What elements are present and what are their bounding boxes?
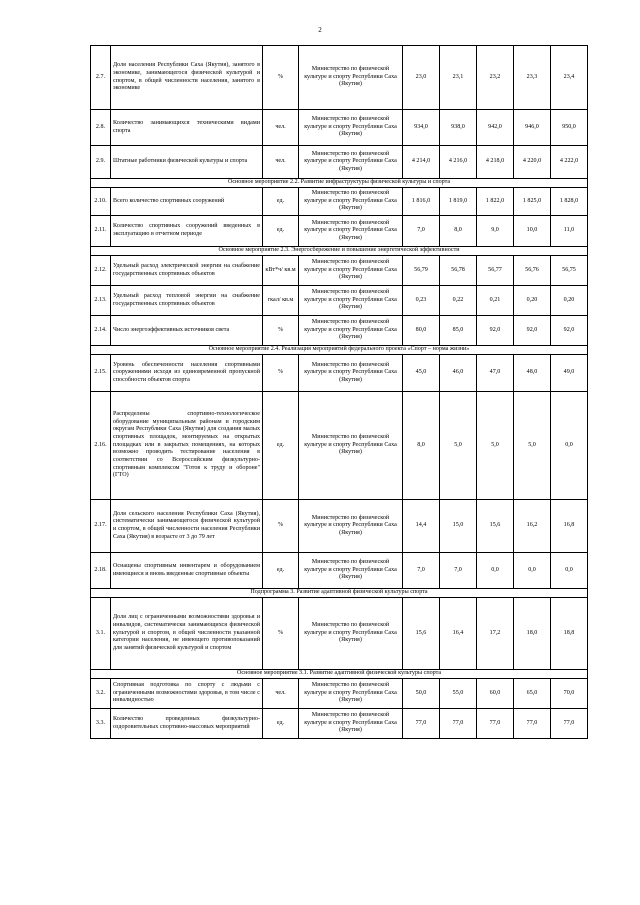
value-year-1: 56,79 bbox=[403, 256, 440, 286]
unit-of-measure: ед. bbox=[263, 553, 299, 589]
responsible-organization: Министерство по физической культуре и спорту Республики Саха (Якутия) bbox=[299, 46, 403, 110]
table-row bbox=[91, 256, 588, 286]
table-row bbox=[91, 188, 588, 216]
value-year-5: 77,0 bbox=[551, 709, 588, 739]
value-year-1: 45,0 bbox=[403, 355, 440, 392]
unit-of-measure: % bbox=[263, 316, 299, 346]
value-year-1: 15,6 bbox=[403, 598, 440, 670]
row-number: 2.14. bbox=[91, 316, 111, 346]
indicator-description: Доля лиц с ограниченными возможностями здоровья и инвалидов, систематически занимающихся физической культурой и спортом, в общей численности указанной категории населения, не имеющего противопоказаний для занятий физической культурой и спортом bbox=[111, 598, 263, 670]
value-year-4: 18,0 bbox=[514, 598, 551, 670]
value-year-3: 77,0 bbox=[477, 709, 514, 739]
row-number: 2.7. bbox=[91, 46, 111, 110]
value-year-5: 49,0 bbox=[551, 355, 588, 392]
indicators-table bbox=[90, 45, 588, 739]
value-year-5: 18,8 bbox=[551, 598, 588, 670]
section-header-row bbox=[91, 670, 588, 679]
unit-of-measure: % bbox=[263, 46, 299, 110]
table-row bbox=[91, 46, 588, 110]
responsible-organization: Министерство по физической культуре и спорту Республики Саха (Якутия) bbox=[299, 679, 403, 709]
row-number: 2.18. bbox=[91, 553, 111, 589]
indicator-description: Удельный расход электрической энергии на снабжение государственных спортивных объектов bbox=[111, 256, 263, 286]
table-row bbox=[91, 316, 588, 346]
value-year-1: 50,0 bbox=[403, 679, 440, 709]
value-year-2: 7,0 bbox=[440, 553, 477, 589]
responsible-organization: Министерство по физической культуре и спорту Республики Саха (Якутия) bbox=[299, 392, 403, 500]
table-row bbox=[91, 392, 588, 500]
row-number: 2.10. bbox=[91, 188, 111, 216]
value-year-2: 23,1 bbox=[440, 46, 477, 110]
value-year-5: 56,75 bbox=[551, 256, 588, 286]
responsible-organization: Министерство по физической культуре и спорту Республики Саха (Якутия) bbox=[299, 355, 403, 392]
indicator-description: Оснащены спортивным инвентарем и оборудованием имеющиеся и вновь введенные спортивные объекты bbox=[111, 553, 263, 589]
value-year-5: 0,0 bbox=[551, 553, 588, 589]
unit-of-measure: ед. bbox=[263, 216, 299, 247]
value-year-2: 938,0 bbox=[440, 110, 477, 146]
value-year-3: 23,2 bbox=[477, 46, 514, 110]
value-year-1: 934,0 bbox=[403, 110, 440, 146]
responsible-organization: Министерство по физической культуре и спорту Республики Саха (Якутия) bbox=[299, 709, 403, 739]
value-year-3: 56,77 bbox=[477, 256, 514, 286]
table-row bbox=[91, 355, 588, 392]
responsible-organization: Министерство по физической культуре и спорту Республики Саха (Якутия) bbox=[299, 500, 403, 553]
value-year-1: 8,0 bbox=[403, 392, 440, 500]
value-year-2: 15,0 bbox=[440, 500, 477, 553]
responsible-organization: Министерство по физической культуре и спорту Республики Саха (Якутия) bbox=[299, 216, 403, 247]
value-year-2: 46,0 bbox=[440, 355, 477, 392]
value-year-1: 23,0 bbox=[403, 46, 440, 110]
value-year-1: 4 214,0 bbox=[403, 146, 440, 179]
value-year-5: 950,0 bbox=[551, 110, 588, 146]
table-row bbox=[91, 500, 588, 553]
row-number: 2.9. bbox=[91, 146, 111, 179]
value-year-3: 92,0 bbox=[477, 316, 514, 346]
value-year-4: 65,0 bbox=[514, 679, 551, 709]
indicator-description: Доля сельского населения Республики Саха (Якутия), систематически занимающегося физической культурой и спортом, в общей численности населения Республики Саха (Якутия) в возрасте от 3 до 79 лет bbox=[111, 500, 263, 553]
value-year-5: 70,0 bbox=[551, 679, 588, 709]
unit-of-measure: ед. bbox=[263, 709, 299, 739]
value-year-2: 8,0 bbox=[440, 216, 477, 247]
value-year-2: 55,0 bbox=[440, 679, 477, 709]
indicator-description: Удельный расход тепловой энергии на снабжение государственных спортивных объектов bbox=[111, 286, 263, 316]
value-year-4: 23,3 bbox=[514, 46, 551, 110]
value-year-3: 0,21 bbox=[477, 286, 514, 316]
row-number: 2.12. bbox=[91, 256, 111, 286]
row-number: 2.11. bbox=[91, 216, 111, 247]
unit-of-measure: % bbox=[263, 355, 299, 392]
indicator-description: Спортивная подготовка по спорту с людьми с ограниченными возможностями здоровья, в том числе с инвалидностью bbox=[111, 679, 263, 709]
indicator-description: Доля населения Республики Саха (Якутия), занятого в экономике, занимающегося физической культурой и спортом, в общей численности населения, занятого в экономике bbox=[111, 46, 263, 110]
table-row bbox=[91, 553, 588, 589]
page-number: 2 bbox=[318, 26, 322, 34]
value-year-4: 946,0 bbox=[514, 110, 551, 146]
indicator-description: Распределены спортивно-технологическое оборудование муниципальным районам и городским округам Республики Саха (Якутия) для создания малых спортивных площадок, монтируемых на открытых площадках или в закрытых помещениях, на которых возможно проводить тестирование населения в соответствии со Всероссийским физкультурно-спортивным комплексом "Готов к труду и обороне" (ГТО) bbox=[111, 392, 263, 500]
unit-of-measure: ед. bbox=[263, 392, 299, 500]
value-year-4: 0,20 bbox=[514, 286, 551, 316]
table-row bbox=[91, 709, 588, 739]
section-title: Основное мероприятие 2.4. Реализация мероприятий федерального проекта «Спорт – норма жизни» bbox=[91, 346, 588, 355]
responsible-organization: Министерство по физической культуре и спорту Республики Саха (Якутия) bbox=[299, 598, 403, 670]
value-year-3: 4 218,0 bbox=[477, 146, 514, 179]
unit-of-measure: гкал/ кв.м bbox=[263, 286, 299, 316]
responsible-organization: Министерство по физической культуре и спорту Республики Саха (Якутия) bbox=[299, 553, 403, 589]
section-title: Основное мероприятие 2.3. Энергосбережение и повышение энергетической эффективности bbox=[91, 247, 588, 256]
responsible-organization: Министерство по физической культуре и спорту Республики Саха (Якутия) bbox=[299, 146, 403, 179]
section-title: Подпрограмма 3. Развитие адаптивной физической культуры спорта bbox=[91, 589, 588, 598]
value-year-1: 14,4 bbox=[403, 500, 440, 553]
table-row bbox=[91, 216, 588, 247]
value-year-4: 4 220,0 bbox=[514, 146, 551, 179]
value-year-3: 942,0 bbox=[477, 110, 514, 146]
value-year-3: 15,6 bbox=[477, 500, 514, 553]
value-year-1: 0,23 bbox=[403, 286, 440, 316]
value-year-4: 0,0 bbox=[514, 553, 551, 589]
value-year-4: 92,0 bbox=[514, 316, 551, 346]
row-number: 2.15. bbox=[91, 355, 111, 392]
value-year-4: 1 825,0 bbox=[514, 188, 551, 216]
indicator-description: Всего количество спортивных сооружений bbox=[111, 188, 263, 216]
value-year-4: 48,0 bbox=[514, 355, 551, 392]
value-year-5: 1 828,0 bbox=[551, 188, 588, 216]
indicator-description: Количество занимающихся техническими видами спорта bbox=[111, 110, 263, 146]
section-header-row bbox=[91, 247, 588, 256]
value-year-3: 60,0 bbox=[477, 679, 514, 709]
row-number: 3.1. bbox=[91, 598, 111, 670]
unit-of-measure: % bbox=[263, 598, 299, 670]
value-year-2: 16,4 bbox=[440, 598, 477, 670]
section-header-row bbox=[91, 346, 588, 355]
table-row bbox=[91, 286, 588, 316]
indicator-description: Уровень обеспеченности населения спортивными сооружениями исходя из единовременной пропускной способности объектов спорта bbox=[111, 355, 263, 392]
value-year-5: 92,0 bbox=[551, 316, 588, 346]
value-year-5: 4 222,0 bbox=[551, 146, 588, 179]
section-title: Основное мероприятие 3.1. Развитие адаптивной физической культуры спорта bbox=[91, 670, 588, 679]
value-year-2: 77,0 bbox=[440, 709, 477, 739]
indicator-description: Количество спортивных сооружений введенных в эксплуатацию в отчетном периоде bbox=[111, 216, 263, 247]
table-row bbox=[91, 110, 588, 146]
value-year-4: 77,0 bbox=[514, 709, 551, 739]
value-year-3: 1 822,0 bbox=[477, 188, 514, 216]
unit-of-measure: чел. bbox=[263, 110, 299, 146]
value-year-2: 56,78 bbox=[440, 256, 477, 286]
value-year-3: 5,0 bbox=[477, 392, 514, 500]
unit-of-measure: кВт*ч/ кв.м bbox=[263, 256, 299, 286]
value-year-5: 0,20 bbox=[551, 286, 588, 316]
responsible-organization: Министерство по физической культуре и спорту Республики Саха (Якутия) bbox=[299, 316, 403, 346]
indicator-description: Штатные работники физической культуры и спорта bbox=[111, 146, 263, 179]
value-year-3: 17,2 bbox=[477, 598, 514, 670]
value-year-1: 7,0 bbox=[403, 553, 440, 589]
section-header-row bbox=[91, 589, 588, 598]
row-number: 3.2. bbox=[91, 679, 111, 709]
value-year-1: 1 816,0 bbox=[403, 188, 440, 216]
value-year-4: 5,0 bbox=[514, 392, 551, 500]
value-year-1: 80,0 bbox=[403, 316, 440, 346]
indicator-description: Число энергоэффективных источников света bbox=[111, 316, 263, 346]
responsible-organization: Министерство по физической культуре и спорту Республики Саха (Якутия) bbox=[299, 188, 403, 216]
responsible-organization: Министерство по физической культуре и спорту Республики Саха (Якутия) bbox=[299, 256, 403, 286]
row-number: 2.13. bbox=[91, 286, 111, 316]
value-year-3: 47,0 bbox=[477, 355, 514, 392]
value-year-2: 1 819,0 bbox=[440, 188, 477, 216]
value-year-3: 0,0 bbox=[477, 553, 514, 589]
unit-of-measure: чел. bbox=[263, 146, 299, 179]
unit-of-measure: ед. bbox=[263, 188, 299, 216]
value-year-2: 4 216,0 bbox=[440, 146, 477, 179]
responsible-organization: Министерство по физической культуре и спорту Республики Саха (Якутия) bbox=[299, 110, 403, 146]
value-year-5: 23,4 bbox=[551, 46, 588, 110]
value-year-1: 77,0 bbox=[403, 709, 440, 739]
responsible-organization: Министерство по физической культуре и спорту Республики Саха (Якутия) bbox=[299, 286, 403, 316]
unit-of-measure: чел. bbox=[263, 679, 299, 709]
value-year-5: 11,0 bbox=[551, 216, 588, 247]
value-year-4: 16,2 bbox=[514, 500, 551, 553]
section-header-row bbox=[91, 179, 588, 188]
value-year-2: 5,0 bbox=[440, 392, 477, 500]
table-row bbox=[91, 146, 588, 179]
row-number: 2.16. bbox=[91, 392, 111, 500]
table-row bbox=[91, 598, 588, 670]
table-row bbox=[91, 679, 588, 709]
value-year-5: 0,0 bbox=[551, 392, 588, 500]
row-number: 3.3. bbox=[91, 709, 111, 739]
value-year-3: 9,0 bbox=[477, 216, 514, 247]
value-year-2: 0,22 bbox=[440, 286, 477, 316]
value-year-2: 85,0 bbox=[440, 316, 477, 346]
section-title: Основное мероприятие 2.2. Развитие инфраструктуры физической культуры и спорта bbox=[91, 179, 588, 188]
row-number: 2.8. bbox=[91, 110, 111, 146]
value-year-5: 16,8 bbox=[551, 500, 588, 553]
value-year-4: 10,0 bbox=[514, 216, 551, 247]
row-number: 2.17. bbox=[91, 500, 111, 553]
value-year-4: 56,76 bbox=[514, 256, 551, 286]
value-year-1: 7,0 bbox=[403, 216, 440, 247]
indicator-description: Количество проведенных физкультурно-оздоровительных спортивно-массовых мероприятий bbox=[111, 709, 263, 739]
unit-of-measure: % bbox=[263, 500, 299, 553]
